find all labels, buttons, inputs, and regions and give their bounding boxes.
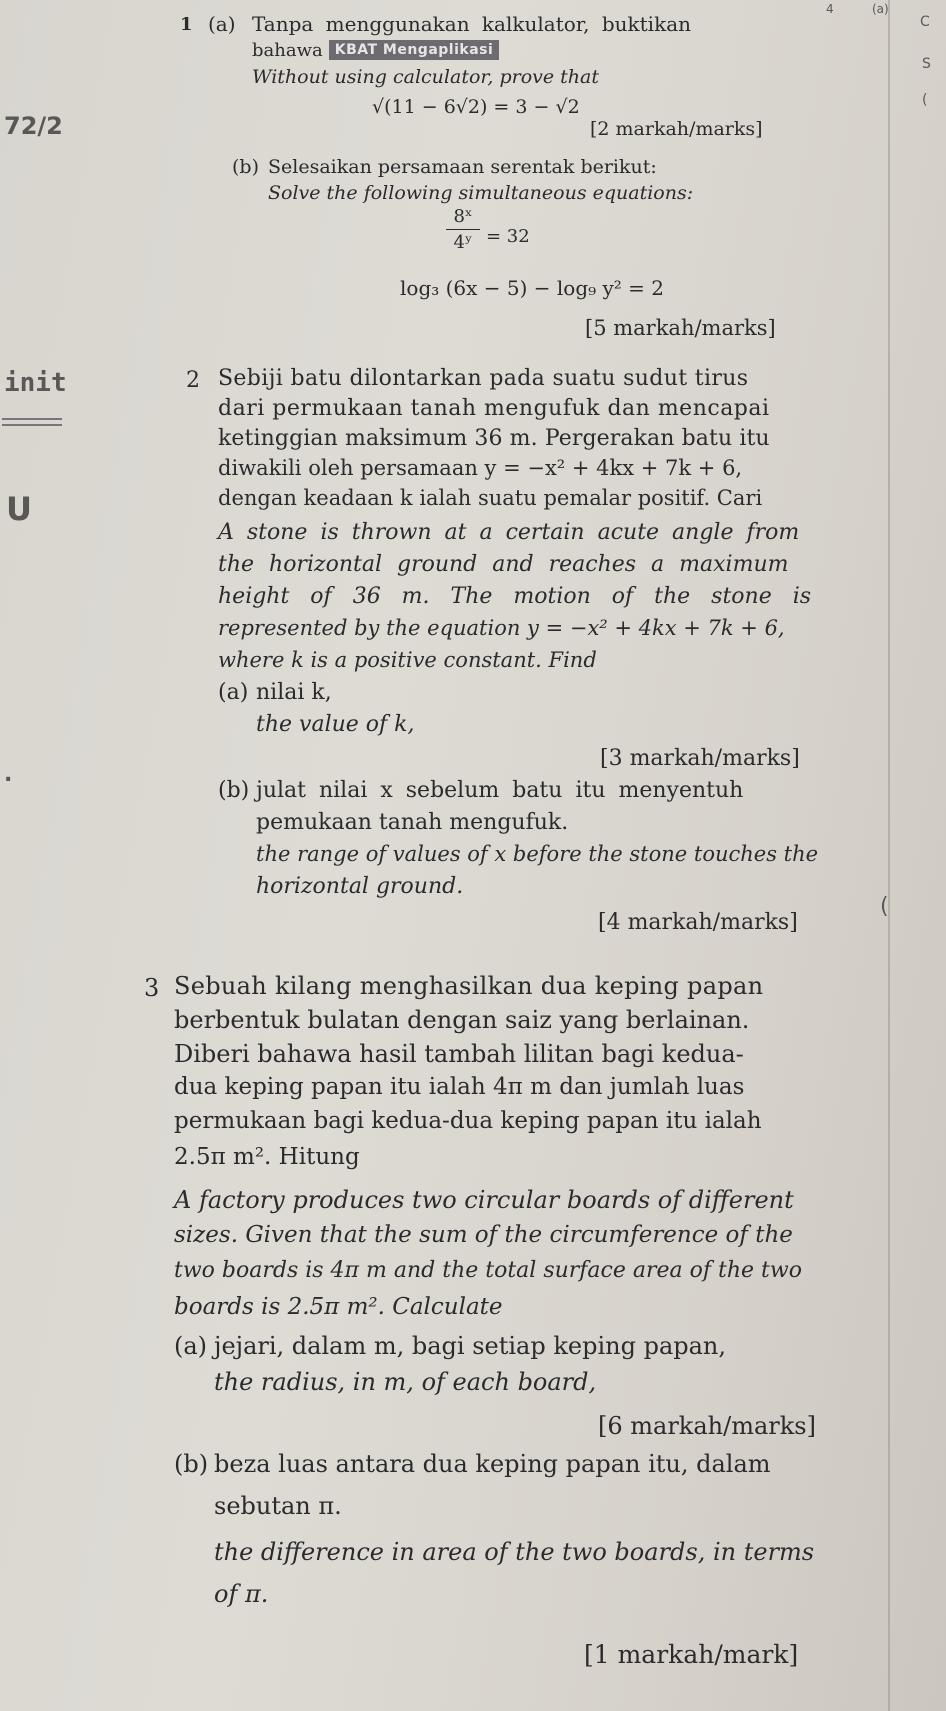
q3-english-line: A factory produces two circular boards of different — [174, 1186, 794, 1214]
q2-malay-line: diwakili oleh persamaan y = −x² + 4kx + 7k + 6, — [218, 456, 743, 480]
margin-u: U — [6, 490, 32, 528]
q2b-malay-1: julat nilai x sebelum batu itu menyentuh — [256, 778, 744, 803]
q2-malay-line: ketinggian maksimum 36 m. Pergerakan batu itu — [218, 426, 770, 451]
q2a-label: (a) — [218, 680, 249, 705]
q1a-malay-2 — [252, 40, 499, 60]
q2b-english-1: the range of values of x before the stone touches the — [256, 842, 819, 866]
margin-top-num: 4 — [826, 2, 834, 16]
q1b-fraction-rhs: = 32 — [486, 226, 530, 247]
q3a-marks: [6 markah/marks] — [598, 1412, 816, 1440]
q3a-malay: jejari, dalam m, bagi setiap keping papan, — [214, 1332, 727, 1360]
margin-rule-2 — [2, 424, 62, 426]
q2b-english-2: horizontal ground. — [256, 874, 464, 899]
q1-number: 1 — [180, 14, 193, 35]
q1b-marks: [5 markah/marks] — [585, 316, 776, 340]
q3-number: 3 — [144, 974, 160, 1002]
q3a-english: the radius, in m, of each board, — [214, 1368, 597, 1396]
margin-top-a: (a) — [872, 2, 889, 16]
q3-english-line: boards is 2.5π m². Calculate — [174, 1294, 503, 1320]
q1b-malay: Selesaikan persamaan serentak berikut: — [268, 156, 657, 178]
q1a-malay: Tanpa menggunakan kalkulator, buktikan — [252, 12, 692, 36]
q3-malay-line: 2.5π m². Hitung — [174, 1144, 360, 1170]
q3-english-line: two boards is 4π m and the total surface area of the two — [174, 1258, 802, 1283]
q1b-fraction — [446, 206, 480, 253]
q1b-fraction-den: 4ʸ — [453, 232, 473, 253]
q2b-malay-2: pemukaan tanah mengufuk. — [256, 810, 569, 835]
q1b-fraction-bar — [446, 229, 480, 230]
q3b-malay-1: beza luas antara dua keping papan itu, dalam — [214, 1450, 771, 1478]
margin-s: S — [922, 56, 931, 72]
q1b-label: (b) — [232, 156, 259, 178]
kbat-tag: KBAT Mengaplikasi — [329, 40, 500, 60]
q3-malay-line: Sebuah kilang menghasilkan dua keping papan — [174, 972, 764, 1000]
q2a-marks: [3 markah/marks] — [600, 746, 800, 771]
q2b-marks: [4 markah/marks] — [598, 910, 798, 935]
q3b-label: (b) — [174, 1450, 209, 1478]
q2-english-line: the horizontal ground and reaches a maximum — [218, 552, 789, 577]
q2-english-line: represented by the equation y = −x² + 4kx + 7k + 6, — [218, 616, 785, 640]
q2-malay-line: Sebiji batu dilontarkan pada suatu sudut tirus — [218, 366, 749, 391]
q2-malay-line: dengan keadaan k ialah suatu pemalar positif. Cari — [218, 486, 763, 510]
q2-english-line: A stone is thrown at a certain acute angle from — [218, 520, 800, 545]
q2-malay-line: dari permukaan tanah mengufuk dan mencapai — [218, 396, 770, 421]
q3b-marks: [1 markah/mark] — [584, 1640, 799, 1669]
q1a-marks: [2 markah/marks] — [590, 118, 763, 140]
q3a-label: (a) — [174, 1332, 208, 1360]
q3b-malay-2: sebutan π. — [214, 1492, 342, 1520]
margin-rule — [2, 418, 62, 420]
q2-number: 2 — [186, 368, 200, 393]
q2b-label: (b) — [218, 778, 250, 803]
q3-malay-line: berbentuk bulatan dengan saiz yang berlainan. — [174, 1006, 750, 1034]
q1a-label: (a) — [208, 12, 236, 36]
q1a-malay-bahawa: bahawa — [252, 40, 323, 61]
q3-malay-line: Diberi bahawa hasil tambah lilitan bagi kedua- — [174, 1040, 744, 1068]
q3b-english-2: of π. — [214, 1580, 269, 1608]
q2-english-line: height of 36 m. The motion of the stone is — [218, 584, 812, 609]
q1a-equation: √(11 − 6√2) = 3 − √2 — [372, 96, 580, 118]
margin-paren: ( — [922, 92, 928, 108]
margin-c: C — [920, 14, 930, 30]
margin-init: init — [4, 368, 67, 398]
q3-malay-line: dua keping papan itu ialah 4π m dan jumlah luas — [174, 1074, 745, 1100]
q1b-fraction-num: 8ˣ — [453, 206, 473, 227]
q3-malay-line: permukaan bagi kedua-dua keping papan itu ialah — [174, 1108, 762, 1134]
margin-paren-2: ( — [880, 894, 889, 919]
margin-code: 72/2 — [4, 112, 63, 140]
q2-english-line: where k is a positive constant. Find — [218, 648, 597, 672]
q2a-malay: nilai k, — [256, 680, 332, 705]
q2a-english: the value of k, — [256, 712, 415, 737]
margin-dot: . — [4, 762, 13, 787]
margin-line — [888, 0, 890, 1711]
q1b-equation-2: log₃ (6x − 5) − log₉ y² = 2 — [400, 276, 665, 300]
q3b-english-1: the difference in area of the two boards, in terms — [214, 1538, 815, 1566]
q1b-english: Solve the following simultaneous equations: — [268, 182, 694, 204]
q3-english-line: sizes. Given that the sum of the circumference of the — [174, 1222, 793, 1248]
q1a-english: Without using calculator, prove that — [252, 66, 600, 88]
